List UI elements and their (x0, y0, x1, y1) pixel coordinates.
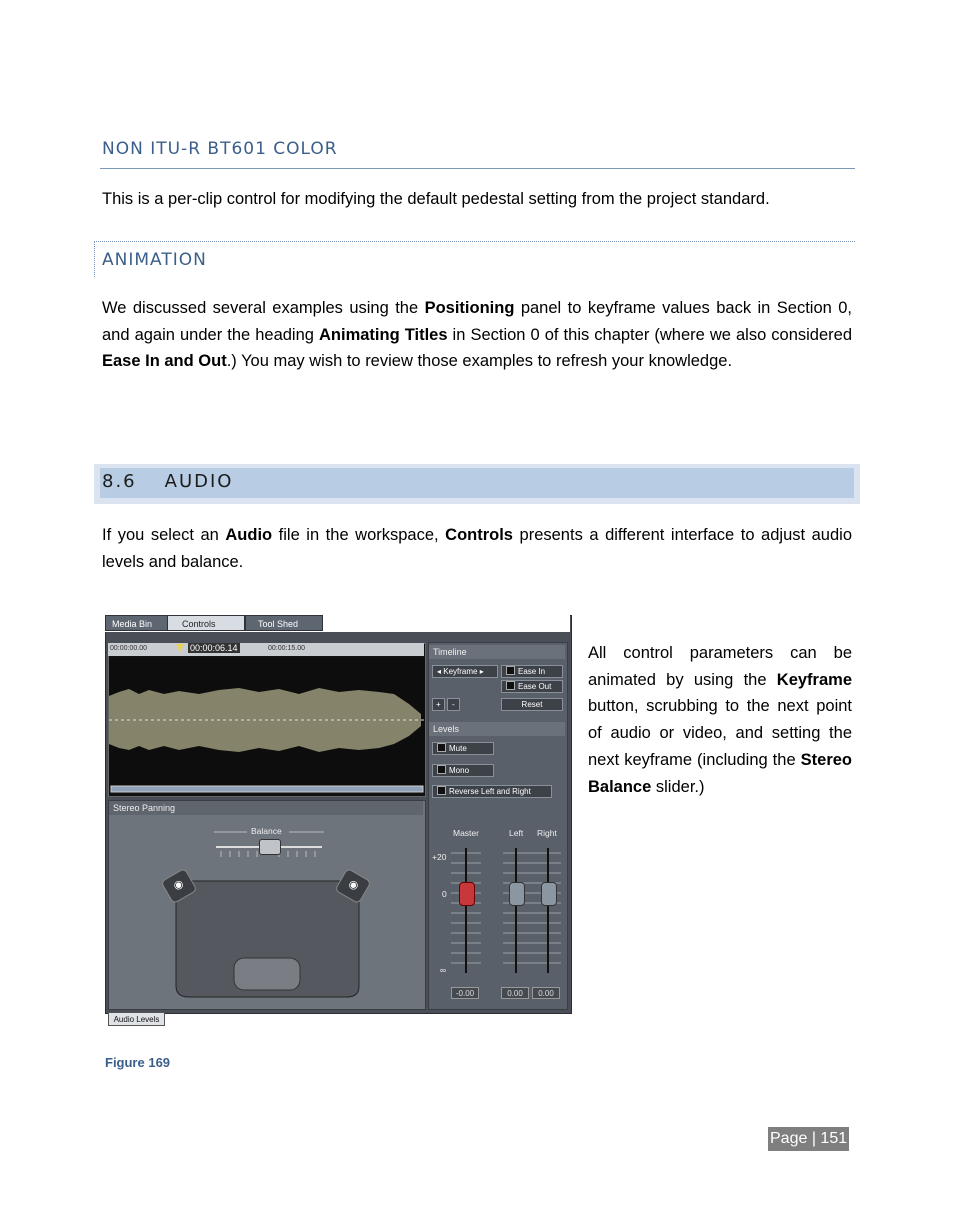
mute-checkbox[interactable]: Mute (432, 742, 494, 755)
right-speaker-icon[interactable]: ◉ (334, 868, 371, 905)
left-speaker-icon[interactable]: ◉ (160, 868, 197, 905)
tab-media-bin[interactable]: Media Bin (105, 615, 169, 631)
timeline-header: Timeline (429, 645, 565, 659)
paragraph-animation: We discussed several examples using the Positioning panel to keyframe values back in Section 0, and again under the heading Animating Titles in Section 0 of this chapter (where we also considered Ease In and Out.) You may wish to review those examples to refresh your knowledge. (102, 299, 853, 371)
heading-animation: ANIMATION (102, 250, 207, 270)
tab-tool-shed[interactable]: Tool Shed (245, 615, 323, 631)
heading-rule (100, 168, 855, 169)
figure-caption: Figure 169 (105, 1055, 171, 1070)
left-value-field[interactable]: 0.00 (501, 987, 529, 999)
right-fader-knob[interactable] (541, 882, 557, 906)
tab-controls[interactable]: Controls (167, 615, 245, 631)
ease-out-checkbox[interactable]: Ease Out (501, 680, 563, 693)
levels-header: Levels (429, 722, 565, 736)
side-paragraph: All control parameters can be animated by using the Keyframe button, scrubbing to the next point of audio or video, and setting the next keyframe (including the Stereo Balance slider.) (588, 644, 852, 796)
left-fader-knob[interactable] (509, 882, 525, 906)
ruler-end: 00:00:15.00 (268, 645, 305, 652)
heading-non-itu: NON ITU-R BT601 COLOR (102, 139, 338, 159)
waveform-panel (108, 643, 426, 797)
animation-border-top (94, 241, 855, 242)
page-number: Page | 151 (768, 1127, 849, 1151)
side-panel (428, 642, 568, 1010)
balance-slider-knob[interactable] (259, 839, 281, 855)
next-keyframe-icon[interactable]: ▸ (477, 667, 484, 676)
stereo-panning-header: Stereo Panning (109, 801, 423, 815)
paragraph-non-itu: This is a per-clip control for modifying the default pedestal setting from the project standard. (102, 190, 770, 208)
balance-label: Balance (251, 826, 282, 836)
stereo-field (109, 801, 425, 1001)
playhead-icon[interactable] (176, 644, 184, 652)
scale-inf: ∞ (440, 965, 447, 975)
scale-zero: 0 (442, 889, 447, 899)
animation-border-left (94, 241, 95, 277)
paragraph-audio: If you select an Audio file in the workspace, Controls presents a different interface to adjust audio levels and balance. (102, 526, 852, 571)
ease-in-checkbox[interactable]: Ease In (501, 665, 563, 678)
ruler-start: 00:00:00.00 (110, 645, 147, 652)
add-keyframe-button[interactable]: + (432, 698, 445, 711)
prev-keyframe-icon[interactable]: ◂ (437, 667, 444, 676)
reverse-lr-checkbox[interactable]: Reverse Left and Right (432, 785, 552, 798)
waveform (109, 644, 425, 796)
keyframe-button[interactable]: ◂ Keyframe ▸ (432, 665, 498, 678)
right-label: Right (537, 828, 557, 838)
fader-tracks (429, 843, 567, 993)
master-fader-knob[interactable] (459, 882, 475, 906)
section-title-audio: 8.6 AUDIO (102, 471, 234, 492)
mono-checkbox[interactable]: Mono (432, 764, 494, 777)
reset-button[interactable]: Reset (501, 698, 563, 711)
remove-keyframe-button[interactable]: - (447, 698, 460, 711)
time-ruler[interactable] (108, 643, 424, 656)
master-label: Master (453, 828, 479, 838)
left-label: Left (509, 828, 524, 838)
ruler-current-time: 00:00:06.14 (190, 643, 238, 653)
right-value-field[interactable]: 0.00 (532, 987, 560, 999)
scale-plus20: +20 (432, 852, 447, 862)
master-value-field[interactable]: -0.00 (451, 987, 479, 999)
audio-levels-tab[interactable]: Audio Levels (108, 1012, 165, 1026)
stereo-panning-panel (108, 800, 426, 1010)
